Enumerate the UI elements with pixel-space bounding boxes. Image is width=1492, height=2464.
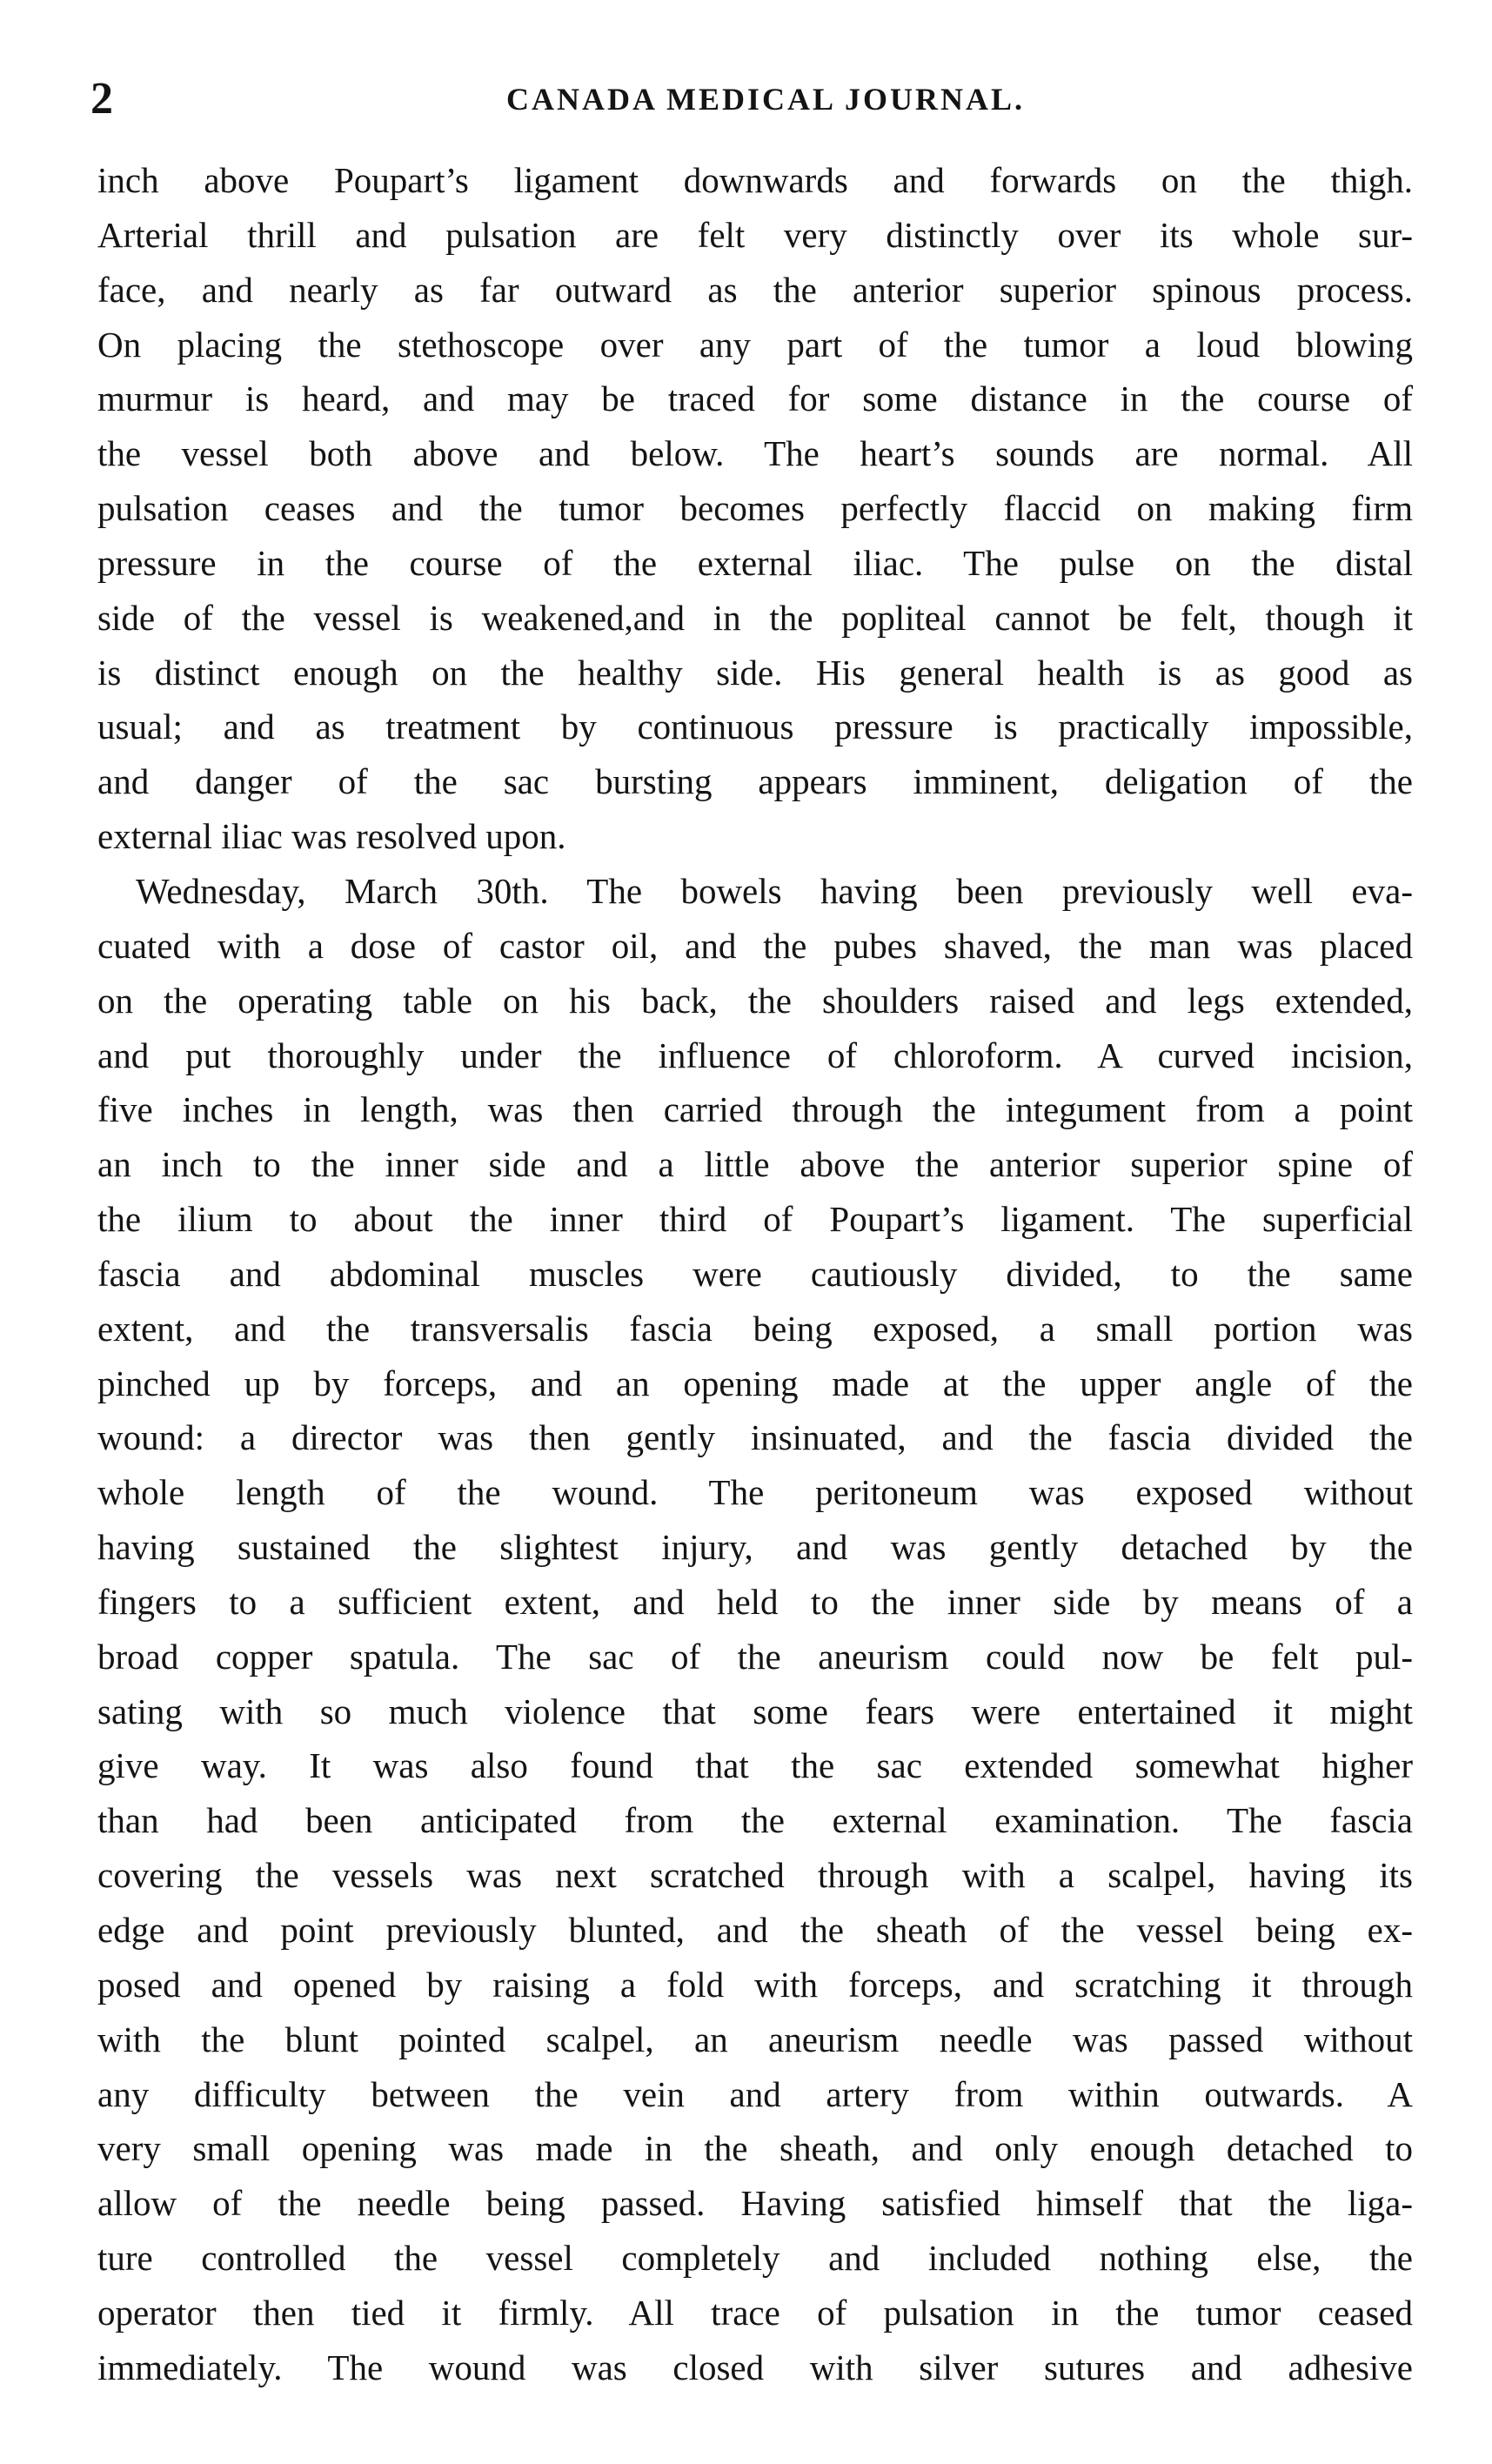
text-line: usual; and as treatment by continuous pressure is practically impossible, <box>97 706 1413 747</box>
text-line: broad copper spatula. The sac of the aneurism could now be felt pul- <box>97 1636 1413 1677</box>
text-line: whole length of the wound. The peritoneum was exposed without <box>97 1472 1413 1513</box>
journal-title: CANADA MEDICAL JOURNAL. <box>505 82 1026 117</box>
text-line: an inch to the inner side and a little above the anterior superior spine of <box>97 1144 1413 1185</box>
text-line: than had been anticipated from the external examination. The fascia <box>97 1800 1413 1841</box>
text-line: having sustained the slightest injury, and was gently detached by the <box>97 1527 1413 1568</box>
text-line: posed and opened by raising a fold with forceps, and scratching it through <box>97 1964 1413 2005</box>
text-line: murmur is heard, and may be traced for some distance in the course of <box>97 378 1413 419</box>
text-line: operator then tied it firmly. All trace of pulsation in the tumor ceased <box>97 2292 1413 2333</box>
text-line: and danger of the sac bursting appears imminent, deligation of the <box>97 761 1413 802</box>
text-line: give way. It was also found that the sac extended somewhat higher <box>97 1745 1413 1786</box>
text-line: any difficulty between the vein and artery from within outwards. A <box>97 2073 1413 2114</box>
text-line: fascia and abdominal muscles were cautiously divided, to the same <box>97 1253 1413 1294</box>
text-line: with the blunt pointed scalpel, an aneurism needle was passed without <box>97 2019 1413 2059</box>
text-line: Wednesday, March 30th. The bowels having been previously well eva- <box>136 870 1413 911</box>
text-line: inch above Poupart’s ligament downwards and forwards on the thigh. <box>97 160 1413 200</box>
text-line: edge and point previously blunted, and the sheath of the vessel being ex- <box>97 1910 1413 1950</box>
text-line: sating with so much violence that some fears were entertained it might <box>97 1691 1413 1731</box>
page-number: 2 <box>90 74 113 124</box>
text-line: the vessel both above and below. The heart’s sounds are normal. All <box>97 433 1413 474</box>
text-line: very small opening was made in the sheath, and only enough detached to <box>97 2128 1413 2169</box>
text-line: external iliac was resolved upon. <box>97 816 566 857</box>
text-line: pressure in the course of the external iliac. The pulse on the distal <box>97 542 1413 583</box>
body-text <box>97 153 1413 2395</box>
text-line: side of the vessel is weakened,and in the popliteal cannot be felt, though it <box>97 597 1413 638</box>
text-line: face, and nearly as far outward as the anterior superior spinous process. <box>97 269 1413 310</box>
text-line: pulsation ceases and the tumor becomes perfectly flaccid on making firm <box>97 488 1413 529</box>
text-line: On placing the stethoscope over any part of the tumor a loud blowing <box>97 324 1413 365</box>
text-line: five inches in length, was then carried through the integument from a point <box>97 1089 1413 1130</box>
text-line: wound: a director was then gently insinuated, and the fascia divided the <box>97 1417 1413 1458</box>
text-line: covering the vessels was next scratched through with a scalpel, having its <box>97 1855 1413 1896</box>
text-line: pinched up by forceps, and an opening made at the upper angle of the <box>97 1363 1413 1403</box>
text-line: is distinct enough on the healthy side. His general health is as good as <box>97 652 1413 693</box>
text-line: allow of the needle being passed. Having satisfied himself that the liga- <box>97 2183 1413 2224</box>
text-line: immediately. The wound was closed with silver sutures and adhesive <box>97 2347 1413 2387</box>
text-line: Arterial thrill and pulsation are felt very distinctly over its whole sur- <box>97 214 1413 255</box>
text-line: and put thoroughly under the influence of chloroform. A curved incision, <box>97 1034 1413 1075</box>
text-line: the ilium to about the inner third of Poupart’s ligament. The superficial <box>97 1199 1413 1240</box>
text-line: extent, and the transversalis fascia being exposed, a small portion was <box>97 1308 1413 1349</box>
running-head <box>87 64 1444 134</box>
text-line: on the operating table on his back, the shoulders raised and legs extended, <box>97 980 1413 1021</box>
text-line: cuated with a dose of castor oil, and the pubes shaved, the man was placed <box>97 925 1413 966</box>
text-line: ture controlled the vessel completely and included nothing else, the <box>97 2238 1413 2279</box>
text-line: fingers to a sufficient extent, and held to the inner side by means of a <box>97 1581 1413 1622</box>
